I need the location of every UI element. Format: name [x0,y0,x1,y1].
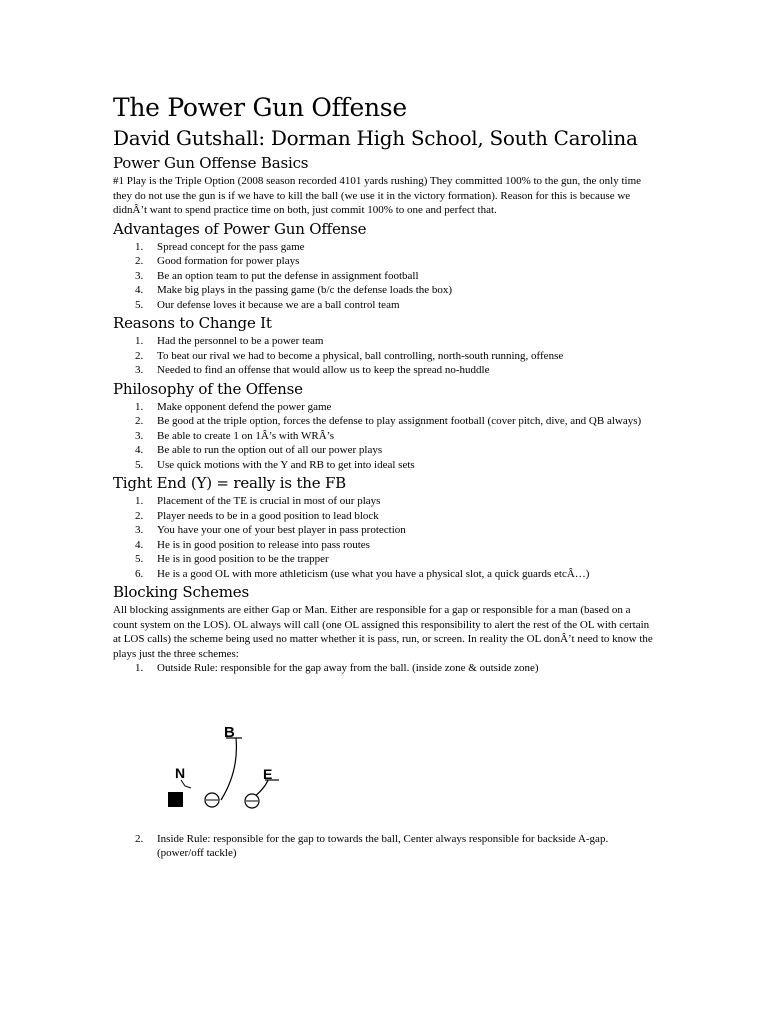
list-item: 4. Be able to run the option out of all our power plays [135,444,383,456]
section-heading: Advantages of Power Gun Offense [113,219,367,238]
section-tight-end [113,472,653,581]
blocking-path-n [181,780,191,788]
list-item: 3. Be able to create 1 on 1Â’s with WRÂ’s [135,429,334,442]
diagram-label-n: N [175,764,186,781]
numbered-list [113,240,653,313]
section-heading: Power Gun Offense Basics [113,154,309,172]
document-page [113,92,653,861]
section-reasons [113,312,653,378]
center-square [168,792,183,807]
numbered-list [113,832,653,861]
list-item: 2. Be good at the triple option, forces the defense to play assignment football (cover pitch, dive, and QB always) [135,415,642,427]
list-item: 2. Player needs to be in a good position to lead block [135,509,379,522]
numbered-list [113,494,653,581]
document-title: The Power Gun Offense [113,93,407,122]
section-heading: Blocking Schemes [113,583,249,601]
list-item: 3. Needed to find an offense that would allow us to keep the spread no-huddle [135,364,490,376]
list-item: 1. Make opponent defend the power game [135,400,332,413]
blocking-paragraph: All blocking assignments are either Gap or Man. Either are responsible for a gap or responsible for a man (based on a count system on the LOS). OL always will call (one OL assigned this responsibility to alert the rest of the OL with certain at LOS calls) the scheme being used no matter whether it is pass, run, or screen. In reality the OL donÂ’t need to know the plays just the three schemes: [113,604,653,660]
list-item: 4. He is in good position to release into pass routes [135,538,370,551]
list-item: 5. He is in good position to be the trapper [135,553,329,565]
list-item: 5. Our defense loves it because we are a ball control team [135,298,400,311]
diagram-label-b: B [224,723,235,741]
list-item: 1. Spread concept for the pass game [135,240,305,253]
numbered-list [113,334,653,378]
play-diagram [113,676,653,826]
section-basics [113,152,653,218]
blocking-diagram [113,676,653,826]
list-item: 1. Placement of the TE is crucial in most of our plays [135,495,381,507]
numbered-list [113,661,653,676]
diagram-label-e: E [263,765,273,782]
section-heading: Philosophy of the Offense [113,379,303,398]
list-item: 1. Outside Rule: responsible for the gap away from the ball. (inside zone & outside zone) [135,662,539,674]
list-item: 2. Inside Rule: responsible for the gap to towards the ball, Center always responsible for backside A-gap. (power/off tackle) [135,832,609,859]
section-philosophy [113,378,653,473]
basics-paragraph: #1 Play is the Triple Option (2008 season recorded 4101 yards rushing) They committed 100% to the gun, the only time they do not use the gun is if we have to kill the ball (we use it in the victory formation). Reason for this is because we didnÂ’t want to spend practice time on both, just commit 100% to one and perfect that. [113,175,642,216]
section-blocking [113,581,653,861]
section-heading: Tight End (Y) = really is the FB [113,474,347,492]
list-item: 6. He is a good OL with more athleticism (use what you have a physical slot, a quick guards etcÂ…) [135,567,590,580]
blocking-path-b [221,738,236,800]
list-item: 4. Make big plays in the passing game (b/c the defense loads the box) [135,284,453,296]
list-item: 5. Use quick motions with the Y and RB to get into ideal sets [135,458,415,471]
list-item: 3. You have your one of your best player in pass protection [135,524,406,536]
list-item: 1. Had the personnel to be a power team [135,335,324,347]
list-item: 3. Be an option team to put the defense in assignment football [135,269,419,282]
list-item: 2. To beat our rival we had to become a physical, ball controlling, north-south running, offense [135,349,564,362]
section-advantages [113,218,653,313]
numbered-list [113,400,653,473]
section-heading: Reasons to Change It [113,314,272,332]
document-subtitle: David Gutshall: Dorman High School, South Carolina [113,126,638,150]
list-item: 2. Good formation for power plays [135,255,300,267]
